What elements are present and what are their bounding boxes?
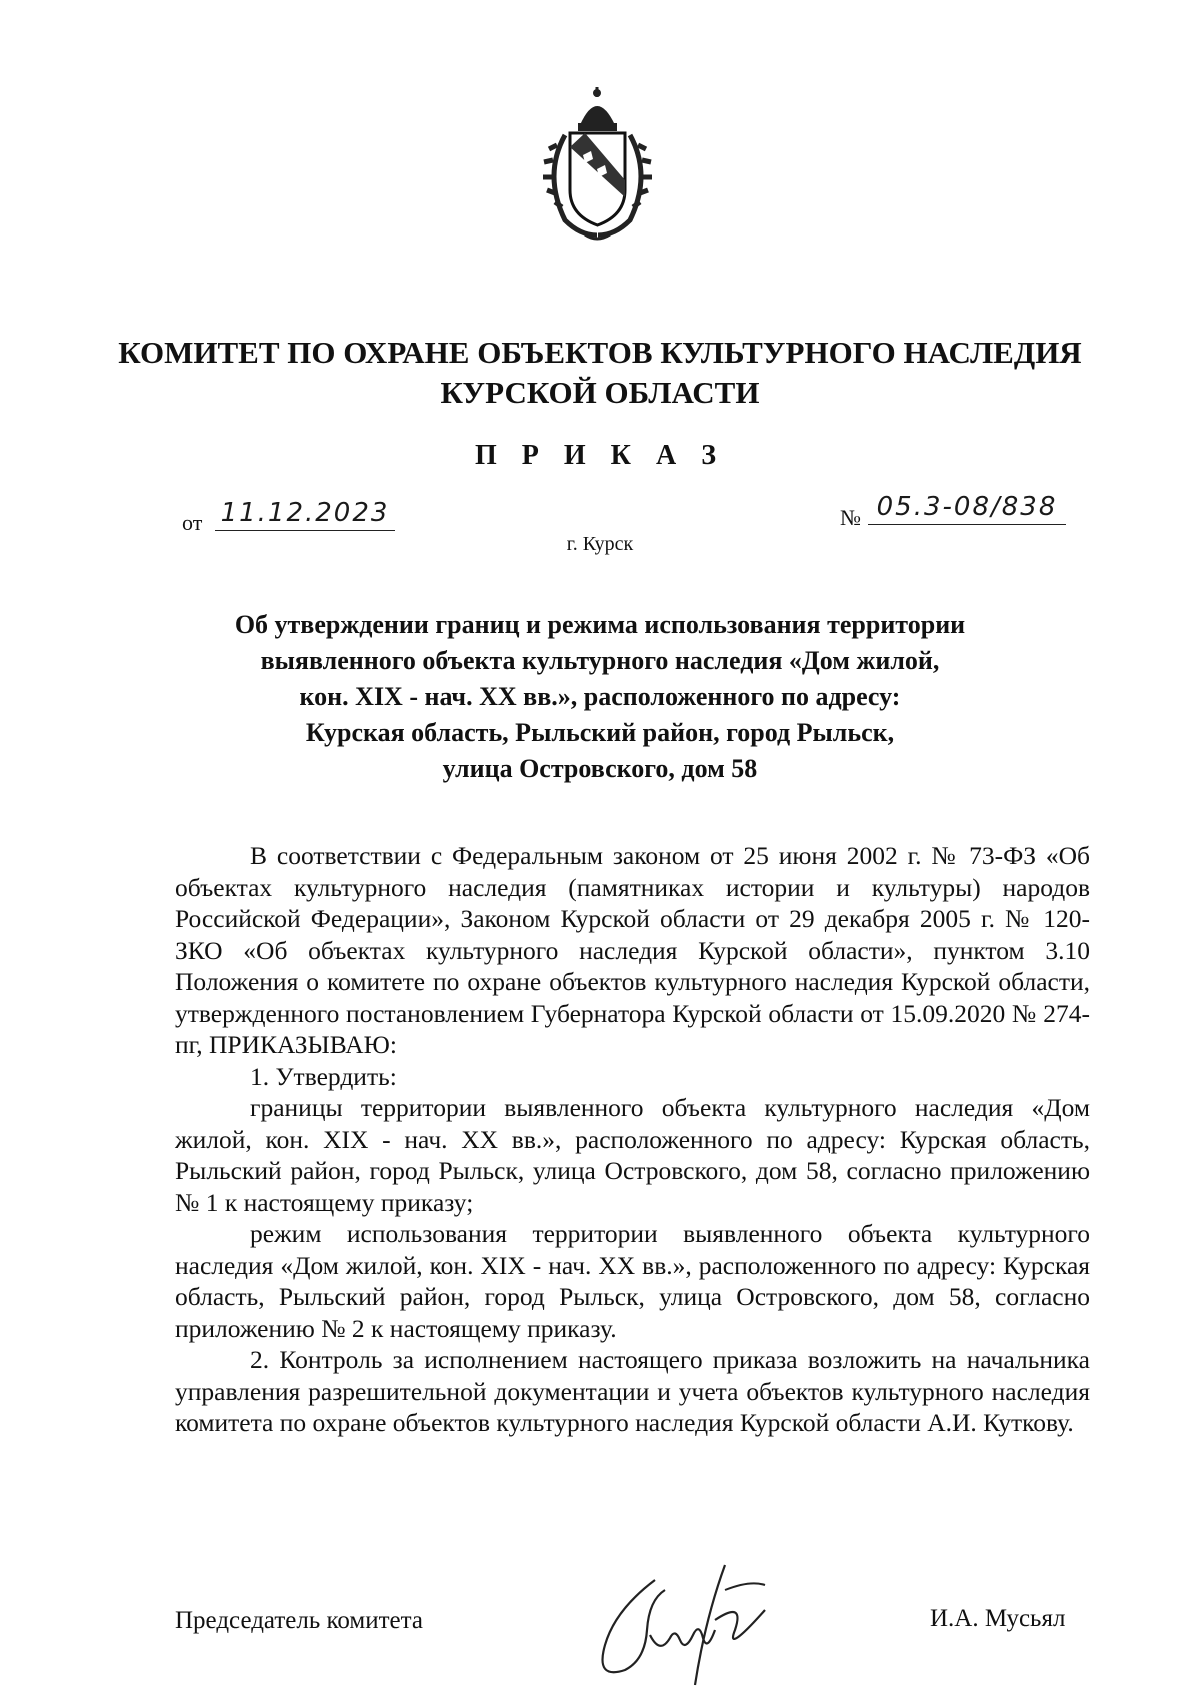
organization-name: [0, 333, 1200, 413]
subject-line: кон. XIX - нач. XX вв.», расположенного по адресу:: [299, 682, 901, 711]
subject-line: Об утверждении границ и режима использования территории: [234, 610, 966, 639]
organization-name-line2: КУРСКОЙ ОБЛАСТИ: [440, 375, 760, 410]
document-type: П Р И К А З: [475, 440, 725, 471]
date-value: 11.12.2023: [215, 498, 395, 531]
item-1: 1. Утвердить:: [250, 1061, 397, 1091]
subject-line: Курская область, Рыльский район, город Рыльск,: [305, 718, 895, 747]
signer-title: Председатель комитета: [175, 1607, 423, 1634]
kursk-coat-of-arms-icon: [535, 85, 660, 245]
organization-name-line1: КОМИТЕТ ПО ОХРАНЕ ОБЪЕКТОВ КУЛЬТУРНОГО НАСЛЕДИЯ: [118, 335, 1082, 370]
order-subject: [150, 607, 1050, 787]
preamble-paragraph: В соответствии с Федеральным законом от 25 июня 2002 г. № 73-ФЗ «Об объектах культурного наследия (памятниках истории и культуры) народов Российской Федерации», Законом Курской области от 29 декабря 2005 г. № 120-ЗКО «Об объектах культурного наследия Курской области», пунктом 3.10 Положения о комитете по охране объектов культурного наследия Курской области, утвержденного постановлением Губернатора Курской области от 15.09.2020 № 274-пг, ПРИКАЗЫВАЮ:: [175, 841, 1090, 1059]
number-label: №: [840, 505, 861, 530]
signer-name: И.А. Мусьял: [930, 1605, 1066, 1632]
number-value: 05.3-08/838: [868, 492, 1066, 525]
subject-line: улица Островского, дом 58: [442, 754, 758, 783]
item-2: 2. Контроль за исполнением настоящего приказа возложить на начальника управления разрешительной документации и учета объектов культурного наследия комитета по охране объектов культурного наследия Курской области А.И. Куткову.: [175, 1345, 1090, 1437]
item-1-boundaries: границы территории выявленного объекта культурного наследия «Дом жилой, кон. XIX - нач. XX вв.», расположенного по адресу: Курская область, Рыльский район, город Рыльск, улица Островского, дом 58, согласно приложению № 1 к настоящему приказу;: [175, 1093, 1090, 1217]
city: г. Курск: [566, 533, 634, 555]
item-1-regime: режим использования территории выявленного объекта культурного наследия «Дом жилой, кон. XIX - нач. XX вв.», расположенного по адресу: Курская область, Рыльский район, город Рыльск, улица Островского, дом 58, согласно приложению № 2 к настоящему приказу.: [175, 1219, 1090, 1343]
handwritten-signature-icon: [575, 1560, 805, 1690]
date-label: от: [182, 510, 203, 535]
subject-line: выявленного объекта культурного наследия «Дом жилой,: [260, 646, 940, 675]
order-body: [175, 840, 1090, 1439]
